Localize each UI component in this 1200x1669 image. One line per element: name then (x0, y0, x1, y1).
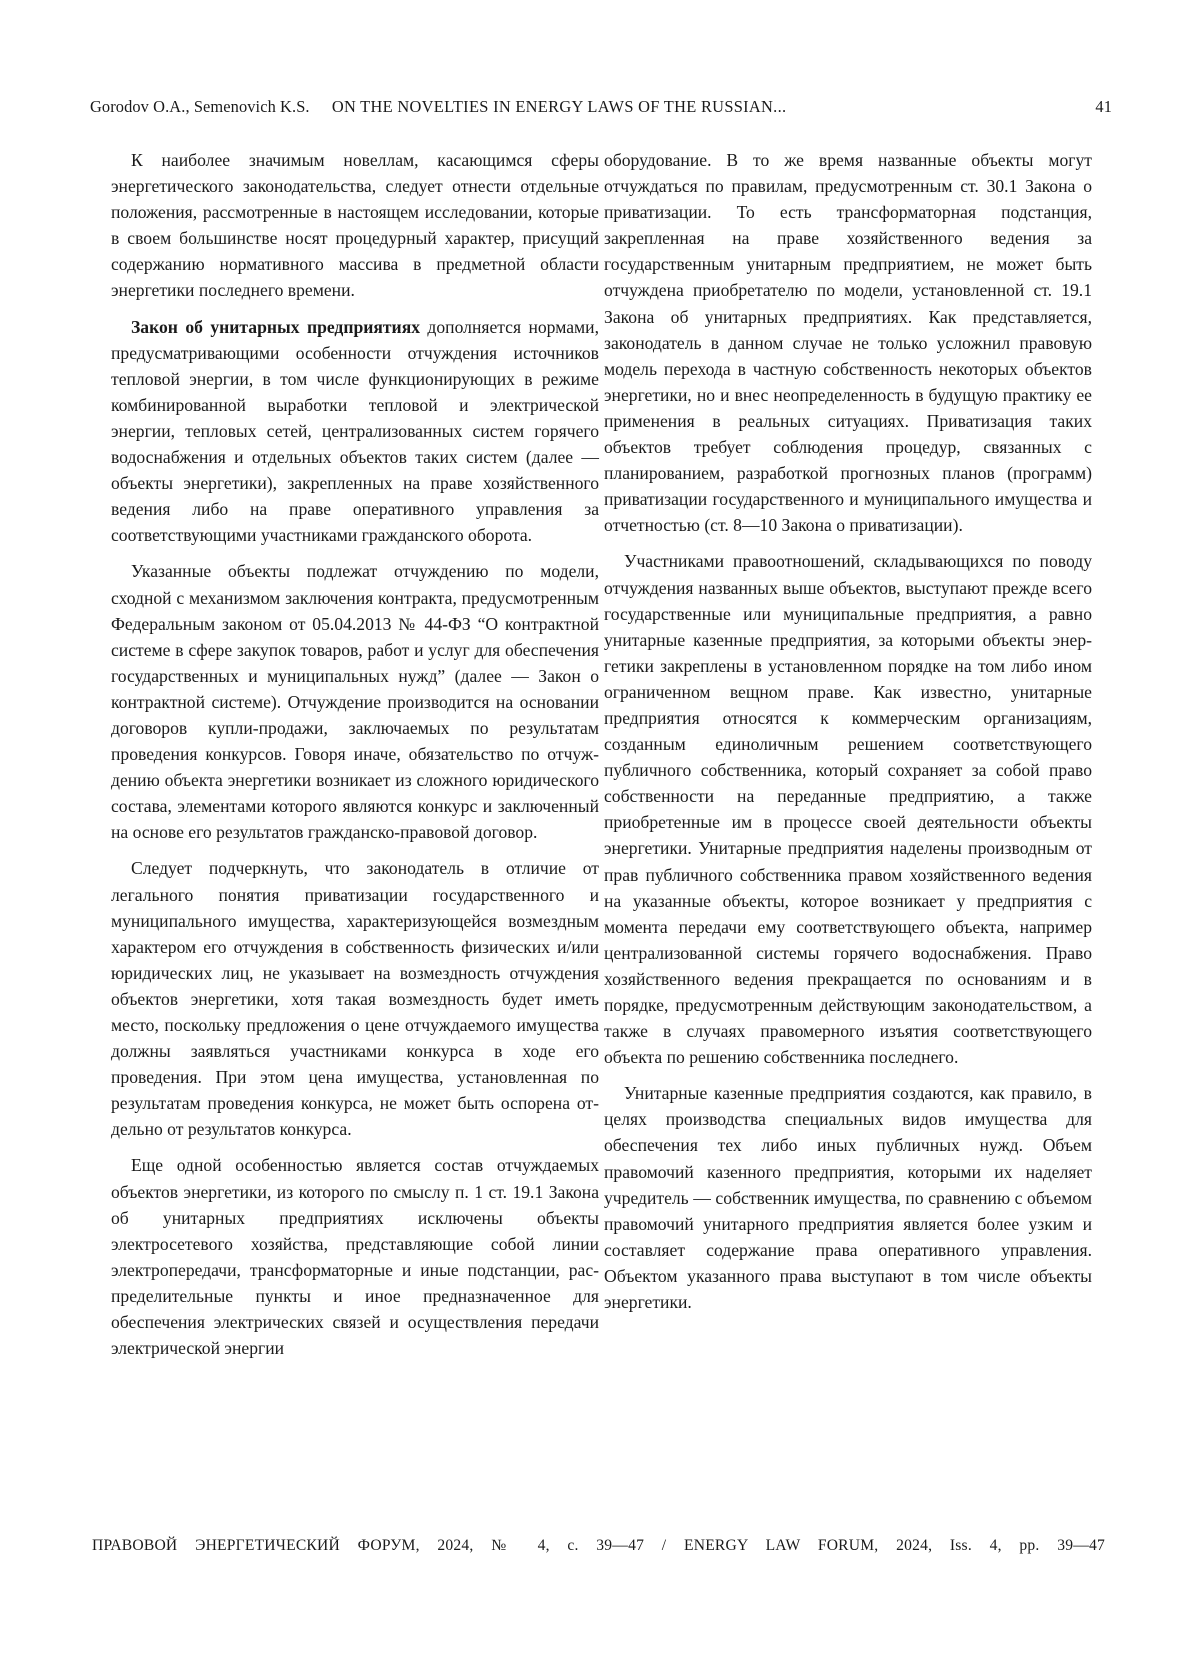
header-article-title: ON THE NOVELTIES IN ENERGY LAWS OF THE RUSSIAN... (331, 97, 787, 116)
right-column (604, 147, 1092, 1325)
paragraph (111, 558, 599, 845)
paragraph-text: оборудование. В то же время названные объекты могут отчуждаться по правилам, предусмотренным ст. 30.1 Закона о приватизации. То есть трансформаторная подстанция, закрепленная на праве хозяйственного ведения за государственным унитарным предприятием, не может быть отчуждена приобретателю по модели, установленной ст. 19.1 Закона об унитарных предприятиях. Как представляется, законодатель в данном случае не только усложнил правовую модель перехода в частную собственность некоторых объектов энергетики, но и внес неопределенность в будущую практику ее применения в реальных ситуациях. Приватизация таких объектов требует соблюдения процедур, связанных с планированием, разработкой прогнозных планов (программ) приватизации государственного и муниципального имущества и отчетностью (ст. 8—10 Закона о приватизации). (604, 150, 1092, 536)
paragraph-text: Следует подчеркнуть, что законодатель в отличие от легального понятия приватизации государственного и муниципального имущества, характеризующейся возмездным характером его отчуждения в собственность физических и/или юридических лиц, не указывает на возмездность отчуждения объектов энергетики, хотя такая возмездность будет иметь место, поскольку предложения о цене отчуждаемого имущества должны заявляться участниками конкурса в ходе его проведения. При этом цена имущества, установленная по результатам проведения конкурса, не может быть оспорена отдельно от результатов конкурса. (111, 858, 599, 1140)
paragraph (604, 548, 1092, 1070)
paragraph-text: Указанные объекты подлежат отчуждению по модели, сходной с механизмом заключения контракта, предусмотренным Федеральным законом от 05.04.2013 № 44-ФЗ “О контрактной системе в сфере закупок товаров, работ и услуг для обеспечения государственных и муниципальных нужд” (далее — Закон о контрактной системе). Отчуждение производится на основании договоров купли-продажи, заключаемых по результатам проведения конкурсов. Говоря иначе, обязательство по отчуждению объекта энергетики возникает из сложного юридического состава, элементами которого являются конкурс и заключенный на основе его результатов гражданско-правовой договор. (111, 561, 599, 843)
paragraph (111, 1152, 599, 1361)
paragraph-text: дополняется нормами, предусматривающими особенности отчуждения источников тепловой энергии, в том числе функционирующих в режиме комбинированной выработки тепловой и электрической энергии, тепловых сетей, централизованных систем горячего водоснабжения и отдельных объектов таких систем (далее — объекты энергетики), закрепленных на праве хозяйственного ведения либо на праве оперативного управления за соответствующими участниками гражданского оборота. (111, 316, 599, 546)
page-number: 41 (1095, 97, 1112, 116)
paragraph-text: Участниками правоотношений, складывающихся по поводу отчуждения названных выше объектов, выступают прежде всего государственные или муниципальные предприятия, а равно унитарные казенные предприятия, за которыми объекты энергетики закреплены в установленном порядке на том либо ином ограниченном вещном праве. Как известно, унитарные предприятия относятся к коммерческим организациям, созданным единоличным решением соответствующего публичного собственника, который сохраняет за собой право собственности на переданные предприятию, а также приобретенные им в процессе своей деятельности объекты энергетики. Унитарные предприятия наделены производным от прав публичного собственника правом хозяйственного ведения на указанные объекты, которое возникает у предприятия с момента передачи ему соответствующего объекта, например централизованной системы горячего водоснабжения. Право хозяйственного ведения прекращается по основаниям и в порядке, предусмотренным действующим законодательством, а также в случаях правомерного изъятия соответствующего объекта по решению собственника последнего. (604, 551, 1092, 1068)
left-column (111, 147, 599, 1371)
running-header (90, 97, 1112, 121)
paragraph (111, 855, 599, 1142)
paragraph (111, 147, 599, 304)
journal-footer: ПРАВОВОЙ ЭНЕРГЕТИЧЕСКИЙ ФОРУМ, 2024, № 4, с. 39—47 / ENERGY LAW FORUM, 2024, Iss. 4, pp. 39—47 (92, 1537, 1105, 1554)
paragraph-text: К наиболее значимым новеллам, касающимся сферы энергетического законодательства, следует отнести отдельные положения, рассмотренные в настоящем исследовании, которые в своем большинстве носят процедурный характер, присущий содержанию нормативного массива в предметной области энергетики последнего времени. (111, 150, 599, 301)
paragraph-bold-lead: Закон об унитарных предприятиях (131, 316, 421, 337)
header-authors: Gorodov O.A., Semenovich K.S. (90, 97, 310, 116)
paragraph-text: Унитарные казенные предприятия создаются, как правило, в целях производства специальных видов имущества для обеспечения тех либо иных публичных нужд. Объем правомочий казенного предприятия, которыми их наделяет учредитель — собственник имущества, по сравнению с объемом правомочий унитарного предприятия является более узким и составляет содержание права оперативного управления. Объектом указанного права выступают в том числе объекты энергетики. (604, 1083, 1092, 1313)
paragraph-text: Еще одной особенностью является состав отчуждаемых объектов энергетики, из которого по смыслу п. 1 ст. 19.1 Закона об унитарных предприятиях исключены объекты электросетевого хозяйства, представляющие собой линии электропередачи, трансформаторные и иные подстанции, распределительные пункты и иное предназначенное для обеспечения электрических связей и осуществления передачи электрической энергии (111, 1155, 599, 1359)
paragraph-continued (604, 147, 1092, 538)
paragraph (604, 1080, 1092, 1315)
paragraph (111, 314, 599, 549)
running-header-left (90, 97, 786, 117)
